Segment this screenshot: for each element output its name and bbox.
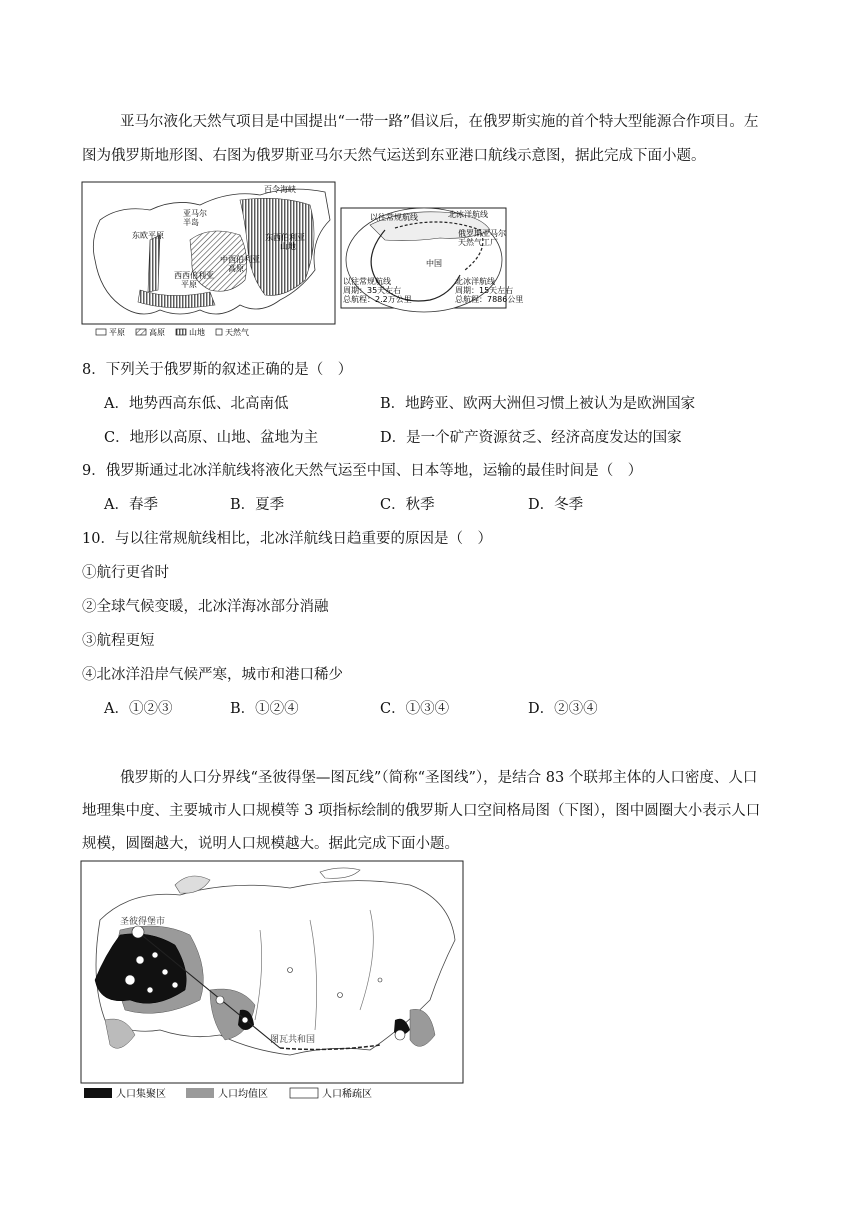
- passage2-line3: 规模，圆圈越大，说明人口规模越大。据此完成下面小题。: [82, 836, 459, 852]
- label-central-siberia-1: 中西伯利亚: [220, 255, 260, 264]
- label-arctic-info-1: 北冰洋航线: [455, 277, 495, 286]
- label-yamal-lng-1: 俄罗斯亚马尔: [458, 229, 506, 238]
- label-bering: 百令海峡: [264, 185, 296, 194]
- label-central-siberia-2: 高原: [228, 264, 244, 273]
- q10-option-a: A．①②③: [104, 701, 173, 717]
- legend-gas: 天然气: [225, 328, 249, 337]
- label-west-siberia-1: 西西伯利亚: [174, 271, 214, 280]
- q10-statement-1: ①航行更省时: [82, 565, 169, 581]
- q10-option-d: D．②③④: [528, 701, 598, 717]
- passage1-line2: 图为俄罗斯地形图、右图为俄罗斯亚马尔天然气运送到东亚港口航线示意图，据此完成下面小题。: [82, 148, 706, 164]
- q10-option-c: C．①③④: [380, 701, 450, 717]
- q8-option-a: A．地势西高东低、北高南低: [104, 396, 289, 412]
- map3-legend: [84, 1087, 372, 1100]
- label-arctic-route: 北冰洋航线: [448, 210, 488, 219]
- label-st-petersburg: 圣彼得堡市: [120, 917, 166, 927]
- legend-mountain: 山地: [189, 328, 205, 337]
- label-arctic-info-2: 周期：15天左右: [455, 286, 514, 295]
- label-peninsula: 半岛: [183, 218, 199, 227]
- russia-population-map: [80, 860, 465, 1105]
- label-east-siberia-1: 东西伯利亚: [265, 233, 305, 242]
- passage2-line2: 地理集中度、主要城市人口规模等 3 项指标绘制的俄罗斯人口空间格局图（下图），图中圆圈大小表示人口: [82, 803, 761, 819]
- label-yamal: 亚马尔: [183, 209, 207, 218]
- legend-plain: 平原: [109, 328, 125, 337]
- q8-option-d: D．是一个矿产资源贫乏、经济高度发达的国家: [380, 430, 682, 446]
- q9-option-d: D．冬季: [528, 497, 584, 513]
- q10-stem: 10．与以往常规航线相比，北冰洋航线日趋重要的原因是（ ）: [82, 531, 492, 547]
- legend-concentrated: 人口集聚区: [116, 1089, 166, 1100]
- label-old-route: 以往常规航线: [370, 213, 418, 222]
- q9-stem: 9．俄罗斯通过北冰洋航线将液化天然气运至中国、日本等地，运输的最佳时间是（ ）: [82, 463, 643, 479]
- q8-option-b: B．地跨亚、欧两大洲但习惯上被认为是欧洲国家: [380, 396, 696, 412]
- russia-terrain-map: [80, 180, 338, 340]
- shipping-route-map: [340, 200, 524, 310]
- passage1-line1: 亚马尔液化天然气项目是中国提出“一带一路”倡议后，在俄罗斯实施的首个特大型能源合作项目。左: [120, 114, 759, 130]
- legend-average: 人口均值区: [218, 1089, 268, 1100]
- q10-statement-3: ③航程更短: [82, 633, 155, 649]
- label-east-europe: 东欧平原: [132, 231, 164, 240]
- label-china: 中国: [426, 259, 442, 268]
- q9-option-a: A．春季: [104, 497, 158, 513]
- map1-legend: [96, 327, 249, 337]
- label-tuva: 图瓦共和国: [270, 1035, 316, 1045]
- q9-option-c: C．秋季: [380, 497, 435, 513]
- q8-option-c: C．地形以高原、山地、盆地为主: [104, 430, 319, 446]
- legend-sparse: 人口稀疏区: [322, 1089, 372, 1100]
- q8-stem: 8．下列关于俄罗斯的叙述正确的是（ ）: [82, 362, 353, 378]
- label-old-info-1: 以往常规航线: [343, 277, 391, 286]
- passage2-line1: 俄罗斯的人口分界线“圣彼得堡—图瓦线”（简称“圣图线”），是结合 83 个联邦主体的人口密度、人口: [120, 770, 758, 786]
- label-yamal-lng-2: 天然气工厂: [458, 238, 498, 247]
- legend-plateau: 高原: [149, 328, 165, 337]
- label-arctic-info-3: 总航程：7886公里: [455, 295, 524, 304]
- label-old-info-3: 总航程：2.2万公里: [343, 295, 412, 304]
- q10-statement-2: ②全球气候变暖，北冰洋海冰部分消融: [82, 599, 329, 615]
- label-west-siberia-2: 平原: [181, 280, 197, 289]
- label-old-info-2: 周期：35天左右: [343, 286, 402, 295]
- q10-statement-4: ④北冰洋沿岸气候严寒，城市和港口稀少: [82, 667, 343, 683]
- label-east-siberia-2: 山地: [280, 242, 296, 251]
- q9-option-b: B．夏季: [230, 497, 285, 513]
- q10-option-b: B．①②④: [230, 701, 299, 717]
